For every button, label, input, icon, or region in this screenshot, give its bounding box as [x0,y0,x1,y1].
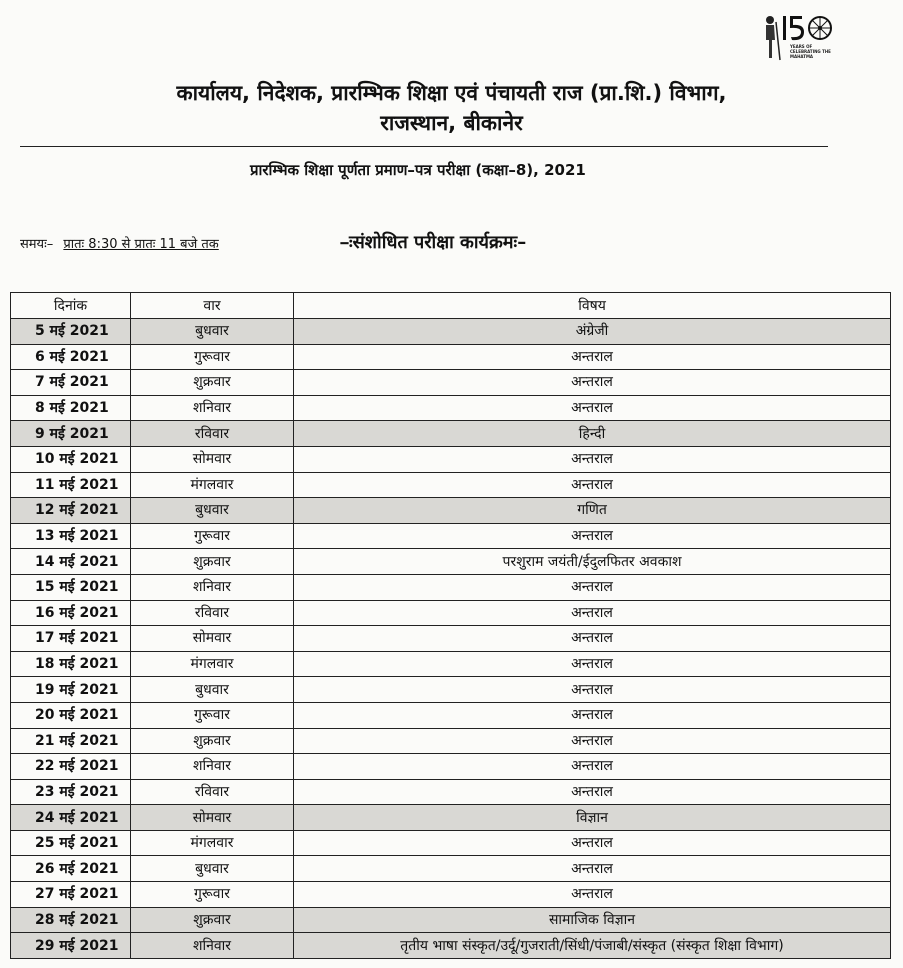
date-cell: 20 मई 2021 [11,702,131,728]
table-row [11,856,891,882]
date-cell: 23 मई 2021 [11,779,131,805]
day-cell: गुरूवार [131,702,294,728]
subject-cell: विज्ञान [294,805,891,831]
table-row [11,728,891,754]
subject-cell: अन्तराल [294,626,891,652]
day-cell: बुधवार [131,856,294,882]
table-row [11,395,891,421]
day-cell: शुक्रवार [131,549,294,575]
subject-cell: अन्तराल [294,523,891,549]
table-row [11,882,891,908]
schedule-body [11,319,891,959]
table-row [11,805,891,831]
day-cell: सोमवार [131,626,294,652]
day-cell: रविवार [131,600,294,626]
day-cell: शनिवार [131,574,294,600]
subject-cell: सामाजिक विज्ञान [294,907,891,933]
subject-cell: अन्तराल [294,677,891,703]
date-cell: 28 मई 2021 [11,907,131,933]
table-row [11,830,891,856]
date-cell: 7 मई 2021 [11,370,131,396]
date-cell: 8 मई 2021 [11,395,131,421]
subject-cell: अन्तराल [294,395,891,421]
subject-cell: अन्तराल [294,754,891,780]
day-cell: शनिवार [131,395,294,421]
date-cell: 15 मई 2021 [11,574,131,600]
subject-cell: गणित [294,498,891,524]
date-cell: 13 मई 2021 [11,523,131,549]
date-cell: 6 मई 2021 [11,344,131,370]
day-cell: मंगलवार [131,830,294,856]
day-cell: शुक्रवार [131,370,294,396]
table-row [11,677,891,703]
subject-cell: अन्तराल [294,472,891,498]
date-cell: 16 मई 2021 [11,600,131,626]
date-cell: 12 मई 2021 [11,498,131,524]
logo-tagline: YEARS OF CELEBRATING THE MAHATMA [790,44,831,59]
date-cell: 29 मई 2021 [11,933,131,959]
gandhi-150-logo [760,10,844,66]
table-row [11,754,891,780]
table-header-row [11,293,891,319]
date-cell: 26 मई 2021 [11,856,131,882]
day-cell: गुरूवार [131,344,294,370]
subject-cell: अन्तराल [294,651,891,677]
exam-schedule-table [10,292,891,959]
table-row [11,651,891,677]
office-header-line1: कार्यालय, निदेशक, प्रारम्भिक शिक्षा एवं पंचायती राज (प्रा.शि.) विभाग, [176,81,727,105]
subject-cell: अन्तराल [294,600,891,626]
header-day: वार [131,293,294,319]
table-row [11,600,891,626]
table-row [11,370,891,396]
day-cell: शनिवार [131,754,294,780]
revised-schedule-title: –ःसंशोधित परीक्षा कार्यक्रमः– [340,232,527,253]
table-row [11,498,891,524]
header-date: दिनांक [11,293,131,319]
day-cell: शुक्रवार [131,907,294,933]
table-row [11,319,891,345]
time-value: प्रातः 8:30 से प्रातः 11 बजे तक [63,237,219,252]
day-cell: मंगलवार [131,651,294,677]
day-cell: सोमवार [131,805,294,831]
day-cell: बुधवार [131,498,294,524]
day-cell: बुधवार [131,677,294,703]
header-subject: विषय [294,293,891,319]
exam-subtitle: प्रारम्भिक शिक्षा पूर्णता प्रमाण–पत्र परीक्षा (कक्षा–8), 2021 [250,161,586,179]
subject-cell: अन्तराल [294,728,891,754]
subject-cell: अन्तराल [294,446,891,472]
table-row [11,933,891,959]
subject-cell: अन्तराल [294,370,891,396]
subject-cell: अंग्रेजी [294,319,891,345]
day-cell: बुधवार [131,319,294,345]
subject-cell: परशुराम जयंती/ईदुलफितर अवकाश [294,549,891,575]
subject-cell: अन्तराल [294,779,891,805]
subject-cell: अन्तराल [294,702,891,728]
table-row [11,549,891,575]
table-row [11,523,891,549]
date-cell: 17 मई 2021 [11,626,131,652]
date-cell: 5 मई 2021 [11,319,131,345]
day-cell: शनिवार [131,933,294,959]
subject-cell: हिन्दी [294,421,891,447]
day-cell: मंगलवार [131,472,294,498]
day-cell: शुक्रवार [131,728,294,754]
table-row [11,574,891,600]
subject-cell: अन्तराल [294,856,891,882]
subject-cell: अन्तराल [294,344,891,370]
day-cell: सोमवार [131,446,294,472]
table-row [11,626,891,652]
date-cell: 24 मई 2021 [11,805,131,831]
table-row [11,446,891,472]
date-cell: 25 मई 2021 [11,830,131,856]
date-cell: 14 मई 2021 [11,549,131,575]
date-cell: 11 मई 2021 [11,472,131,498]
subject-cell: अन्तराल [294,830,891,856]
date-cell: 19 मई 2021 [11,677,131,703]
day-cell: गुरूवार [131,523,294,549]
time-label: समयः– [20,237,54,252]
exam-time [20,233,219,257]
subject-cell: अन्तराल [294,574,891,600]
day-cell: रविवार [131,421,294,447]
table-row [11,779,891,805]
table-row [11,344,891,370]
header-divider [20,146,828,147]
subject-cell: तृतीय भाषा संस्कृत/उर्दू/गुजराती/सिंधी/पंजाबी/संस्कृत (संस्कृत शिक्षा विभाग) [294,933,891,959]
office-header-line2: राजस्थान, बीकानेर [380,111,523,135]
table-row [11,421,891,447]
date-cell: 27 मई 2021 [11,882,131,908]
day-cell: गुरूवार [131,882,294,908]
table-row [11,472,891,498]
date-cell: 18 मई 2021 [11,651,131,677]
subject-cell: अन्तराल [294,882,891,908]
day-cell: रविवार [131,779,294,805]
date-cell: 22 मई 2021 [11,754,131,780]
table-row [11,702,891,728]
table-row [11,907,891,933]
date-cell: 10 मई 2021 [11,446,131,472]
date-cell: 21 मई 2021 [11,728,131,754]
date-cell: 9 मई 2021 [11,421,131,447]
